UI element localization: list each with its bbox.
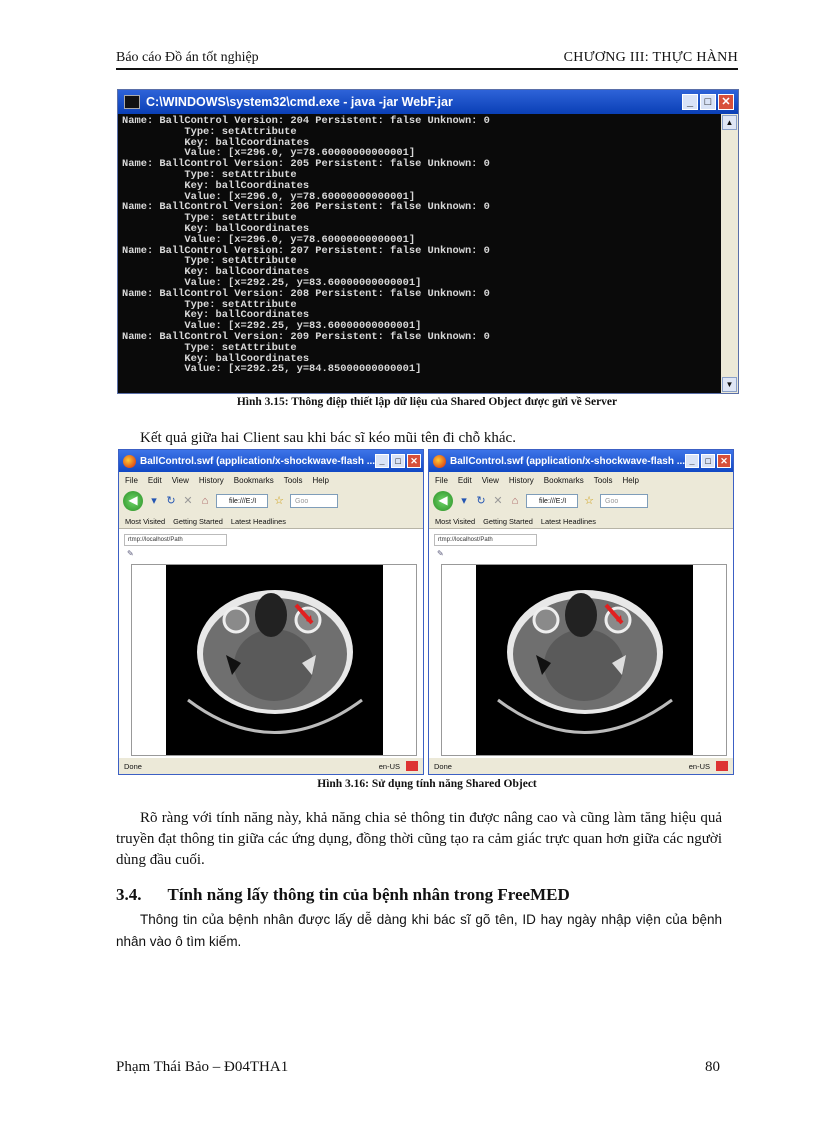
cmd-line: Value: [x=292.25, y=84.85000000000001] — [122, 363, 422, 376]
cmd-line: Key: ballCoordinates — [122, 222, 310, 235]
cmd-line: Type: setAttribute — [122, 298, 297, 311]
menu-item-edit[interactable]: Edit — [147, 475, 162, 485]
ct-scan-image — [476, 565, 693, 755]
back-button[interactable]: ◀ — [123, 491, 143, 511]
cmd-scrollbar[interactable] — [721, 114, 738, 393]
home-icon[interactable]: ⌂ — [201, 495, 209, 507]
browser-titlebar[interactable] — [119, 450, 423, 472]
footer-page-number: 80 — [705, 1059, 720, 1075]
cmd-titlebar[interactable] — [118, 90, 738, 114]
browser-window-right — [428, 449, 734, 775]
cmd-line: Key: ballCoordinates — [122, 266, 310, 279]
locale-indicator: en-US — [688, 761, 710, 771]
cmd-icon — [124, 95, 140, 109]
plugin-icon: ✎ — [127, 549, 134, 558]
menu-item-edit[interactable]: Edit — [457, 475, 472, 485]
close-button[interactable]: ✕ — [407, 454, 421, 468]
bookmark-item[interactable]: Getting Started — [483, 516, 533, 526]
maximize-button[interactable]: □ — [391, 454, 405, 468]
header-rule — [116, 68, 738, 70]
cmd-line: Key: ballCoordinates — [122, 136, 310, 149]
cmd-line: Name: BallControl Version: 208 Persistent: false Unknown: 0 — [122, 287, 490, 300]
flash-content — [119, 530, 423, 758]
cmd-line: Key: ballCoordinates — [122, 352, 310, 365]
menu-item-file[interactable]: File — [435, 475, 448, 485]
nasal-cavity — [565, 593, 597, 637]
cmd-line: Key: ballCoordinates — [122, 309, 310, 322]
home-icon[interactable]: ⌂ — [511, 495, 519, 507]
ct-scan-frame — [131, 564, 417, 756]
cerebellum — [234, 629, 314, 701]
cmd-line: Name: BallControl Version: 207 Persistent: false Unknown: 0 — [122, 244, 490, 257]
menu-item-view[interactable]: View — [171, 475, 189, 485]
cmd-line: Type: setAttribute — [122, 125, 297, 138]
minimize-button[interactable]: _ — [682, 94, 698, 110]
ct-scan-frame — [441, 564, 727, 756]
menu-item-tools[interactable]: Tools — [593, 475, 613, 485]
minimize-button[interactable]: _ — [685, 454, 699, 468]
navigation-toolbar — [429, 488, 733, 514]
browser-window-left — [118, 449, 424, 775]
stop-icon[interactable]: ✕ — [183, 495, 193, 507]
menu-item-help[interactable]: Help — [622, 475, 639, 485]
paragraph-freemed: Thông tin của bệnh nhân được lấy dễ dàng khi bác sĩ gõ tên, ID hay ngày nhập viện của bệnh nhân vào ô tìm kiếm. — [116, 912, 722, 949]
cmd-line: Value: [x=296.0, y=78.60000000000001] — [122, 233, 416, 246]
status-bar — [429, 758, 733, 774]
cmd-line: Name: BallControl Version: 206 Persistent: false Unknown: 0 — [122, 201, 490, 214]
cmd-line: Value: [x=296.0, y=78.60000000000001] — [122, 147, 416, 160]
cmd-title-text: C:\WINDOWS\system32\cmd.exe - java -jar WebF.jar — [146, 95, 453, 109]
status-bar — [119, 758, 423, 774]
cmd-line: Value: [x=292.25, y=83.60000000000001] — [122, 320, 422, 333]
status-text: Done — [434, 761, 452, 771]
plugin-icon: ✎ — [437, 549, 444, 558]
status-text: Done — [124, 761, 142, 771]
ct-scan-svg — [166, 565, 383, 755]
cmd-line: Type: setAttribute — [122, 341, 297, 354]
menu-item-history[interactable]: History — [508, 475, 534, 485]
page-header-left: Báo cáo Đồ án tốt nghiệp — [116, 50, 259, 65]
browser-titlebar[interactable] — [429, 450, 733, 472]
cmd-line: Key: ballCoordinates — [122, 179, 310, 192]
search-field[interactable]: Goo — [290, 494, 338, 508]
bookmarks-toolbar — [119, 514, 423, 529]
nasal-cavity — [255, 593, 287, 637]
footer-author: Phạm Thái Bảo – Đ04THA1 — [116, 1059, 289, 1075]
cerebellum — [544, 629, 624, 701]
section-title: Tính năng lấy thông tin của bệnh nhân trong FreeMED — [167, 885, 570, 904]
cmd-line: Type: setAttribute — [122, 168, 297, 181]
paragraph-discussion: Rõ ràng với tính năng này, khả năng chia sẻ thông tin được nâng cao và cũng làm tăng hiệu quả truyền đạt thông tin giữa các ứng dụng, đồng thời cũng tạo ra cảm giác trực quan hơn giữa các người dùng đầu cuối. — [116, 810, 722, 868]
dropdown-icon[interactable]: ▾ — [151, 495, 157, 507]
menu-item-bookmarks[interactable]: Bookmarks — [233, 475, 274, 485]
navigation-toolbar — [119, 488, 423, 514]
section-heading — [116, 885, 570, 905]
left-orbit — [534, 608, 558, 632]
scroll-up-icon[interactable]: ▲ — [722, 115, 737, 130]
firefox-icon — [123, 455, 136, 468]
bookmark-item[interactable]: Most Visited — [435, 516, 476, 526]
dropdown-icon[interactable]: ▾ — [461, 495, 467, 507]
rtmp-url-field[interactable]: rtmp://localhost/Path — [434, 534, 537, 546]
reload-icon[interactable]: ↻ — [476, 495, 486, 507]
cmd-line: Type: setAttribute — [122, 212, 297, 225]
addon-icon — [406, 761, 418, 771]
menu-item-help[interactable]: Help — [312, 475, 329, 485]
bookmark-star-icon[interactable]: ☆ — [584, 495, 594, 507]
figure-caption-3-16: Hình 3.16: Sử dụng tính năng Shared Object — [317, 778, 537, 790]
rtmp-url-field[interactable]: rtmp://localhost/Path — [124, 534, 227, 546]
bookmark-item[interactable]: Latest Headlines — [540, 516, 596, 526]
minimize-button[interactable]: _ — [375, 454, 389, 468]
url-field[interactable]: file:///E:/I — [216, 494, 268, 508]
cmd-line: Name: BallControl Version: 204 Persistent: false Unknown: 0 — [122, 115, 490, 127]
firefox-icon — [433, 455, 446, 468]
menu-bar — [429, 472, 733, 488]
locale-indicator: en-US — [378, 761, 400, 771]
ct-scan-image — [166, 565, 383, 755]
cmd-output — [118, 114, 720, 393]
scroll-down-icon[interactable]: ▼ — [722, 377, 737, 392]
bookmarks-toolbar — [429, 514, 733, 529]
back-button[interactable]: ◀ — [433, 491, 453, 511]
menu-item-bookmarks[interactable]: Bookmarks — [543, 475, 584, 485]
ct-scan-svg — [476, 565, 693, 755]
bookmark-star-icon[interactable]: ☆ — [274, 495, 284, 507]
cmd-line: Name: BallControl Version: 205 Persistent: false Unknown: 0 — [122, 158, 490, 171]
maximize-button[interactable]: □ — [701, 454, 715, 468]
cmd-line: Type: setAttribute — [122, 255, 297, 268]
bookmark-item[interactable]: Getting Started — [173, 516, 223, 526]
bookmark-item[interactable]: Most Visited — [125, 516, 166, 526]
cmd-line: Value: [x=292.25, y=83.60000000000001] — [122, 276, 422, 289]
paragraph-result: Kết quả giữa hai Client sau khi bác sĩ kéo mũi tên đi chỗ khác. — [140, 430, 516, 446]
stop-icon[interactable]: ✕ — [493, 495, 503, 507]
left-orbit — [224, 608, 248, 632]
cmd-line: Value: [x=296.0, y=78.60000000000001] — [122, 190, 416, 203]
section-number: 3.4. — [116, 885, 142, 904]
flash-content — [429, 530, 733, 758]
maximize-button[interactable]: □ — [700, 94, 716, 110]
close-button[interactable]: ✕ — [717, 454, 731, 468]
close-button[interactable]: ✕ — [718, 94, 734, 110]
bookmark-item[interactable]: Latest Headlines — [230, 516, 286, 526]
browser-title: BallControl.swf (application/x-shockwave-flash ... — [140, 455, 376, 467]
search-field[interactable]: Goo — [600, 494, 648, 508]
menu-item-tools[interactable]: Tools — [283, 475, 303, 485]
menu-item-history[interactable]: History — [198, 475, 224, 485]
url-field[interactable]: file:///E:/I — [526, 494, 578, 508]
cmd-line: Name: BallControl Version: 209 Persistent: false Unknown: 0 — [122, 330, 490, 343]
cmd-window — [117, 89, 739, 394]
menu-item-view[interactable]: View — [481, 475, 499, 485]
browser-title: BallControl.swf (application/x-shockwave-flash ... — [450, 455, 686, 467]
figure-caption-3-15: Hình 3.15: Thông điệp thiết lập dữ liệu của Shared Object được gửi về Server — [236, 396, 618, 408]
menu-item-file[interactable]: File — [125, 475, 138, 485]
menu-bar — [119, 472, 423, 488]
page-header-right: CHƯƠNG III: THỰC HÀNH — [563, 50, 738, 65]
reload-icon[interactable]: ↻ — [166, 495, 176, 507]
addon-icon — [716, 761, 728, 771]
